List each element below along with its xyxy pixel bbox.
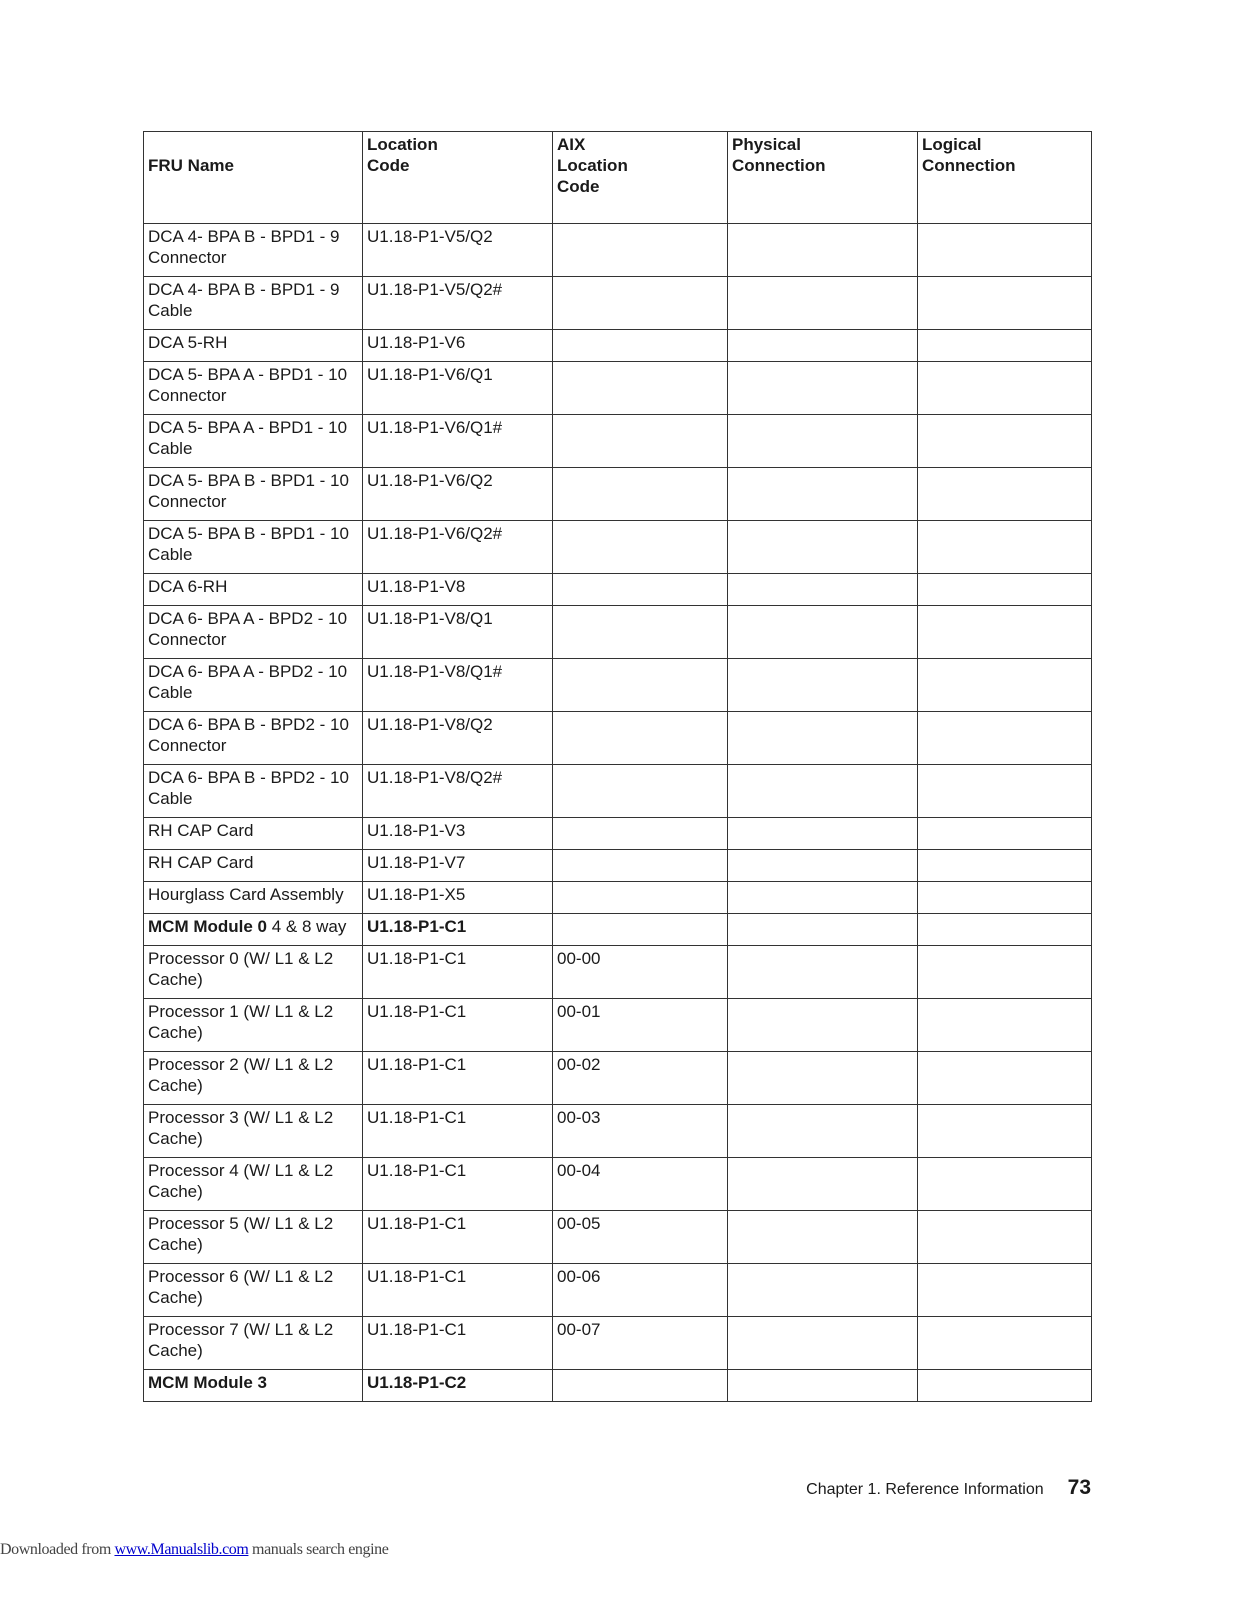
cell-fru-name: DCA 5- BPA B - BPD1 - 10 Cable — [144, 521, 363, 574]
cell-logical-connection — [918, 362, 1092, 415]
fru-table — [143, 131, 1092, 1402]
table-row — [144, 468, 1092, 521]
cell-fru-name: DCA 6- BPA B - BPD2 - 10 Connector — [144, 712, 363, 765]
chapter-title: Chapter 1. Reference Information — [806, 1481, 1044, 1498]
cell-fru-name: Processor 0 (W/ L1 & L2 Cache) — [144, 946, 363, 999]
cell-location-code: U1.18-P1-C2 — [363, 1370, 553, 1402]
table-body — [144, 224, 1092, 1402]
table-row — [144, 818, 1092, 850]
cell-logical-connection — [918, 1105, 1092, 1158]
header-line: Physical — [732, 135, 801, 154]
cell-aix-location-code — [553, 882, 728, 914]
cell-logical-connection — [918, 882, 1092, 914]
cell-logical-connection — [918, 1264, 1092, 1317]
cell-physical-connection — [728, 606, 918, 659]
cell-fru-name: DCA 5- BPA B - BPD1 - 10 Connector — [144, 468, 363, 521]
cell-location-code: U1.18-P1-V6/Q1# — [363, 415, 553, 468]
cell-physical-connection — [728, 362, 918, 415]
cell-fru-name: RH CAP Card — [144, 818, 363, 850]
header-aix-location-code — [553, 132, 728, 224]
cell-logical-connection — [918, 850, 1092, 882]
table-row — [144, 882, 1092, 914]
table-row — [144, 1105, 1092, 1158]
cell-logical-connection — [918, 914, 1092, 946]
cell-aix-location-code — [553, 659, 728, 712]
cell-aix-location-code: 00-07 — [553, 1317, 728, 1370]
cell-physical-connection — [728, 224, 918, 277]
cell-location-code: U1.18-P1-C1 — [363, 1317, 553, 1370]
cell-physical-connection — [728, 712, 918, 765]
table-row — [144, 1052, 1092, 1105]
cell-physical-connection — [728, 1264, 918, 1317]
cell-physical-connection — [728, 882, 918, 914]
cell-fru-name: DCA 5- BPA A - BPD1 - 10 Cable — [144, 415, 363, 468]
table-row — [144, 1211, 1092, 1264]
cell-physical-connection — [728, 277, 918, 330]
cell-logical-connection — [918, 606, 1092, 659]
cell-logical-connection — [918, 659, 1092, 712]
cell-aix-location-code: 00-00 — [553, 946, 728, 999]
cell-physical-connection — [728, 914, 918, 946]
cell-aix-location-code — [553, 818, 728, 850]
table-row — [144, 914, 1092, 946]
cell-aix-location-code — [553, 224, 728, 277]
cell-physical-connection — [728, 521, 918, 574]
table-row — [144, 330, 1092, 362]
table-row — [144, 521, 1092, 574]
table-row — [144, 765, 1092, 818]
cell-aix-location-code — [553, 606, 728, 659]
cell-aix-location-code — [553, 914, 728, 946]
cell-aix-location-code — [553, 574, 728, 606]
cell-logical-connection — [918, 330, 1092, 362]
table-row — [144, 850, 1092, 882]
cell-aix-location-code — [553, 468, 728, 521]
cell-aix-location-code — [553, 415, 728, 468]
cell-fru-name: DCA 6- BPA A - BPD2 - 10 Connector — [144, 606, 363, 659]
cell-physical-connection — [728, 1105, 918, 1158]
table-row — [144, 224, 1092, 277]
cell-aix-location-code: 00-04 — [553, 1158, 728, 1211]
cell-physical-connection — [728, 659, 918, 712]
cell-logical-connection — [918, 712, 1092, 765]
header-line: Location — [367, 135, 438, 154]
table-row — [144, 1158, 1092, 1211]
cell-aix-location-code: 00-06 — [553, 1264, 728, 1317]
fru-name-rest: 4 & 8 way — [267, 917, 347, 936]
cell-fru-name: Processor 2 (W/ L1 & L2 Cache) — [144, 1052, 363, 1105]
cell-logical-connection — [918, 946, 1092, 999]
table-row — [144, 415, 1092, 468]
cell-aix-location-code — [553, 1370, 728, 1402]
cell-fru-name: DCA 5- BPA A - BPD1 - 10 Connector — [144, 362, 363, 415]
cell-location-code: U1.18-P1-V8/Q2 — [363, 712, 553, 765]
cell-aix-location-code — [553, 765, 728, 818]
cell-fru-name: DCA 4- BPA B - BPD1 - 9 Connector — [144, 224, 363, 277]
cell-fru-name: Processor 4 (W/ L1 & L2 Cache) — [144, 1158, 363, 1211]
cell-fru-name: DCA 6- BPA A - BPD2 - 10 Cable — [144, 659, 363, 712]
cell-location-code: U1.18-P1-V8 — [363, 574, 553, 606]
cell-logical-connection — [918, 468, 1092, 521]
cell-aix-location-code: 00-01 — [553, 999, 728, 1052]
header-line: Connection — [922, 156, 1016, 175]
table-header-row — [144, 132, 1092, 224]
header-location-code — [363, 132, 553, 224]
cell-aix-location-code — [553, 850, 728, 882]
cell-logical-connection — [918, 521, 1092, 574]
cell-fru-name: Hourglass Card Assembly — [144, 882, 363, 914]
table-row — [144, 277, 1092, 330]
cell-location-code: U1.18-P1-C1 — [363, 946, 553, 999]
cell-fru-name — [144, 914, 363, 946]
cell-logical-connection — [918, 574, 1092, 606]
download-banner — [0, 1541, 388, 1559]
cell-physical-connection — [728, 468, 918, 521]
cell-fru-name: Processor 5 (W/ L1 & L2 Cache) — [144, 1211, 363, 1264]
cell-location-code: U1.18-P1-C1 — [363, 914, 553, 946]
table-row — [144, 574, 1092, 606]
table-row — [144, 1317, 1092, 1370]
cell-fru-name: DCA 6- BPA B - BPD2 - 10 Cable — [144, 765, 363, 818]
cell-location-code: U1.18-P1-V6/Q1 — [363, 362, 553, 415]
header-line: Location — [557, 156, 628, 175]
cell-location-code: U1.18-P1-V6 — [363, 330, 553, 362]
cell-physical-connection — [728, 850, 918, 882]
cell-aix-location-code: 00-05 — [553, 1211, 728, 1264]
header-logical-connection — [918, 132, 1092, 224]
cell-location-code: U1.18-P1-C1 — [363, 1264, 553, 1317]
cell-physical-connection — [728, 1052, 918, 1105]
cell-location-code: U1.18-P1-C1 — [363, 1158, 553, 1211]
table-row — [144, 1264, 1092, 1317]
cell-logical-connection — [918, 224, 1092, 277]
cell-fru-name: DCA 5-RH — [144, 330, 363, 362]
cell-logical-connection — [918, 415, 1092, 468]
cell-fru-name: RH CAP Card — [144, 850, 363, 882]
cell-logical-connection — [918, 1317, 1092, 1370]
cell-physical-connection — [728, 415, 918, 468]
cell-location-code: U1.18-P1-V3 — [363, 818, 553, 850]
cell-location-code: U1.18-P1-C1 — [363, 1105, 553, 1158]
cell-physical-connection — [728, 818, 918, 850]
table-row — [144, 1370, 1092, 1402]
cell-fru-name: DCA 4- BPA B - BPD1 - 9 Cable — [144, 277, 363, 330]
cell-aix-location-code — [553, 277, 728, 330]
cell-location-code: U1.18-P1-V8/Q1 — [363, 606, 553, 659]
cell-fru-name: Processor 6 (W/ L1 & L2 Cache) — [144, 1264, 363, 1317]
cell-logical-connection — [918, 277, 1092, 330]
cell-fru-name: Processor 1 (W/ L1 & L2 Cache) — [144, 999, 363, 1052]
cell-aix-location-code: 00-02 — [553, 1052, 728, 1105]
header-line: AIX — [557, 135, 586, 154]
cell-physical-connection — [728, 1370, 918, 1402]
cell-location-code: U1.18-P1-V6/Q2 — [363, 468, 553, 521]
cell-logical-connection — [918, 765, 1092, 818]
cell-logical-connection — [918, 818, 1092, 850]
download-suffix: manuals search engine — [248, 1541, 389, 1558]
cell-location-code: U1.18-P1-V5/Q2# — [363, 277, 553, 330]
table-row — [144, 659, 1092, 712]
table-row — [144, 362, 1092, 415]
header-line: Code — [367, 156, 410, 175]
cell-fru-name: Processor 7 (W/ L1 & L2 Cache) — [144, 1317, 363, 1370]
page-number: 73 — [1067, 1476, 1091, 1499]
cell-logical-connection — [918, 1052, 1092, 1105]
cell-physical-connection — [728, 1158, 918, 1211]
cell-fru-name: Processor 3 (W/ L1 & L2 Cache) — [144, 1105, 363, 1158]
cell-location-code: U1.18-P1-V8/Q1# — [363, 659, 553, 712]
cell-location-code: U1.18-P1-X5 — [363, 882, 553, 914]
cell-logical-connection — [918, 1370, 1092, 1402]
page-footer — [806, 1476, 1091, 1500]
cell-aix-location-code: 00-03 — [553, 1105, 728, 1158]
cell-location-code: U1.18-P1-C1 — [363, 1211, 553, 1264]
cell-fru-name: DCA 6-RH — [144, 574, 363, 606]
cell-physical-connection — [728, 999, 918, 1052]
cell-location-code: U1.18-P1-V5/Q2 — [363, 224, 553, 277]
manualslib-link[interactable]: www.Manualslib.com — [114, 1541, 249, 1558]
table-row — [144, 999, 1092, 1052]
cell-physical-connection — [728, 765, 918, 818]
cell-physical-connection — [728, 1211, 918, 1264]
cell-location-code: U1.18-P1-V6/Q2# — [363, 521, 553, 574]
cell-aix-location-code — [553, 330, 728, 362]
cell-physical-connection — [728, 330, 918, 362]
header-line: Logical — [922, 135, 982, 154]
header-line: Connection — [732, 156, 826, 175]
cell-logical-connection — [918, 999, 1092, 1052]
cell-fru-name — [144, 1370, 363, 1402]
cell-physical-connection — [728, 1317, 918, 1370]
fru-name-bold: MCM Module 3 — [148, 1373, 267, 1392]
table-row — [144, 606, 1092, 659]
header-line: Code — [557, 177, 600, 196]
cell-location-code: U1.18-P1-V7 — [363, 850, 553, 882]
cell-aix-location-code — [553, 712, 728, 765]
cell-physical-connection — [728, 574, 918, 606]
download-prefix: Downloaded from — [0, 1541, 115, 1558]
cell-location-code: U1.18-P1-V8/Q2# — [363, 765, 553, 818]
fru-name-bold: MCM Module 0 — [148, 917, 267, 936]
table-row — [144, 946, 1092, 999]
header-fru-name: FRU Name — [144, 132, 363, 224]
cell-location-code: U1.18-P1-C1 — [363, 999, 553, 1052]
header-physical-connection — [728, 132, 918, 224]
cell-logical-connection — [918, 1158, 1092, 1211]
table-row — [144, 712, 1092, 765]
cell-logical-connection — [918, 1211, 1092, 1264]
cell-aix-location-code — [553, 362, 728, 415]
cell-location-code: U1.18-P1-C1 — [363, 1052, 553, 1105]
cell-physical-connection — [728, 946, 918, 999]
cell-aix-location-code — [553, 521, 728, 574]
